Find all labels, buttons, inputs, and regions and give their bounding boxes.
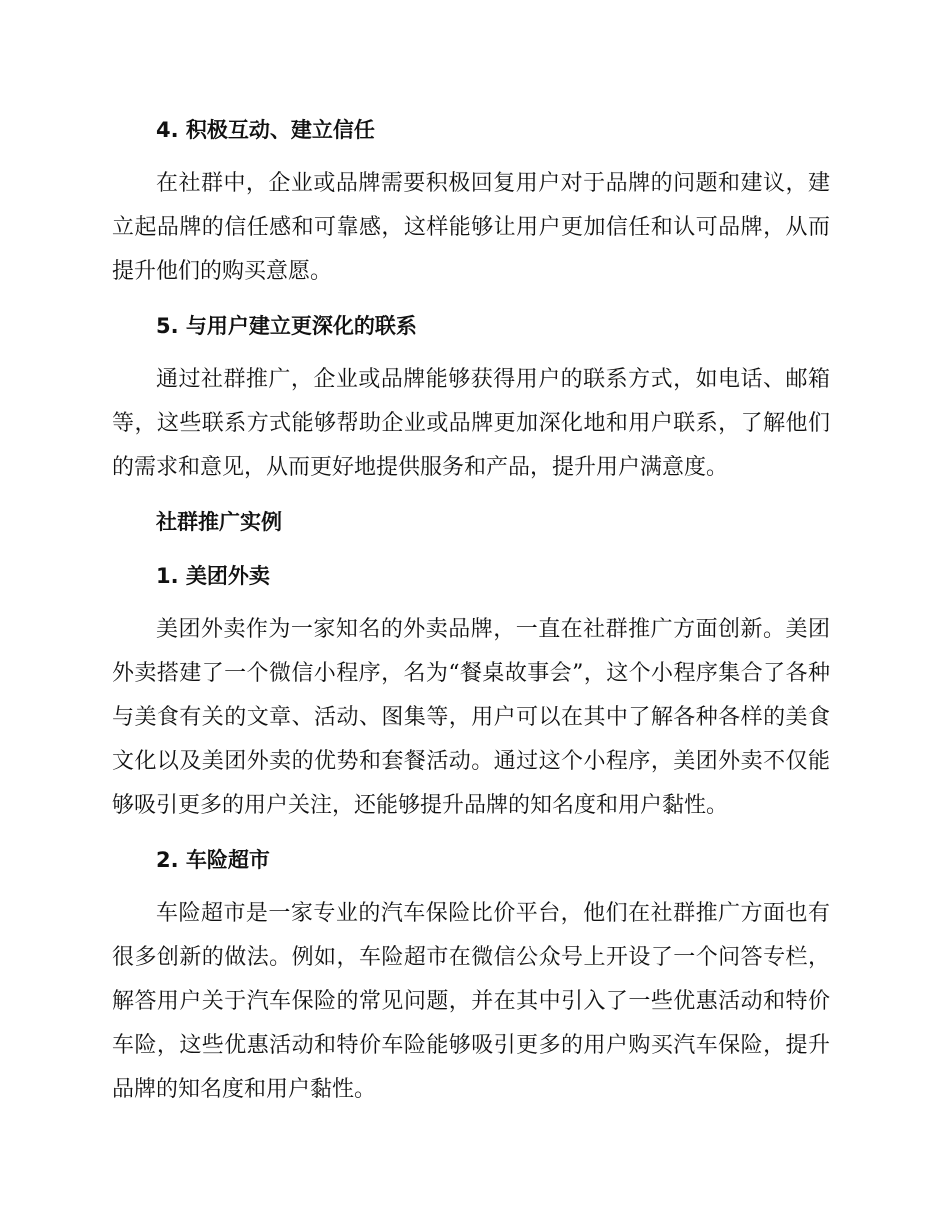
- section-heading-deeper-connection: 5. 与用户建立更深化的联系: [156, 314, 417, 338]
- example-paragraph-meituan: 美团外卖作为一家知名的外卖品牌，一直在社群推广方面创新。美团外卖搭建了一个微信小程序，名为“餐桌故事会”，这个小程序集合了各种与美食有关的文章、活动、图集等，用户可以在其中了解各种各样的美食文化以及美团外卖的优势和套餐活动。通过这个小程序，美团外卖不仅能够吸引更多的用户关注，还能够提升品牌的知名度和用户黏性。: [112, 617, 830, 818]
- example-heading-meituan: 1. 美团外卖: [156, 564, 270, 588]
- examples-heading: 社群推广实例: [156, 510, 282, 534]
- document-body: [112, 108, 830, 1112]
- section-paragraph-deeper-connection: 通过社群推广，企业或品牌能够获得用户的联系方式，如电话、邮箱等，这些联系方式能够帮助企业或品牌更加深化地和用户联系，了解他们的需求和意见，从而更好地提供服务和产品，提升用户满意度。: [112, 367, 830, 480]
- example-heading-car-insurance: 2. 车险超市: [156, 848, 270, 872]
- section-heading-interaction-trust: 4. 积极互动、建立信任: [156, 118, 375, 142]
- example-paragraph-car-insurance: 车险超市是一家专业的汽车保险比价平台，他们在社群推广方面也有很多创新的做法。例如，车险超市在微信公众号上开设了一个问答专栏，解答用户关于汽车保险的常见问题，并在其中引入了一些优惠活动和特价车险，这些优惠活动和特价车险能够吸引更多的用户购买汽车保险，提升品牌的知名度和用户黏性。: [112, 901, 830, 1102]
- section-paragraph-interaction-trust: 在社群中，企业或品牌需要积极回复用户对于品牌的问题和建议，建立起品牌的信任感和可靠感，这样能够让用户更加信任和认可品牌，从而提升他们的购买意愿。: [112, 171, 830, 284]
